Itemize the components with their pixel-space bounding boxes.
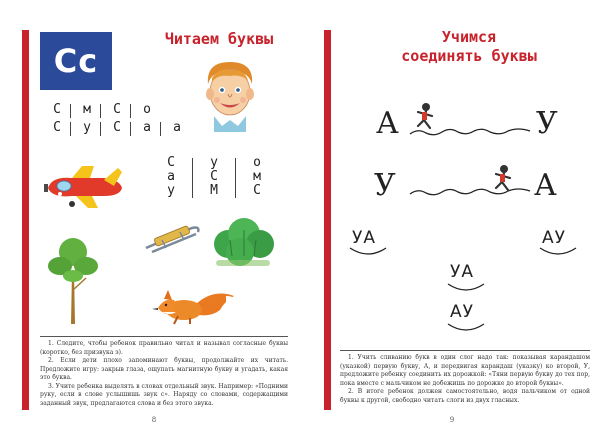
letter-cell: о [143, 102, 151, 117]
syllable: АУ [542, 228, 566, 248]
grid-letter: у [210, 155, 218, 170]
syllable-arc [446, 282, 486, 292]
pair-1-right-letter: У [536, 106, 558, 141]
left-page-title: Читаем буквы [164, 30, 274, 48]
grid-letter: С [253, 183, 261, 198]
instruction-paragraph: 2. В итоге ребенок должен самостоятельно, водя пальчиком от одной буквы к другой, свободно читать слоги из двух гласных. [340, 388, 590, 404]
boy-face-icon [200, 56, 260, 132]
letter-cell: С [113, 102, 121, 117]
bush-icon [210, 210, 276, 270]
right-divider [340, 350, 590, 351]
sled-icon [142, 218, 202, 256]
right-page-title [344, 28, 594, 66]
letter-cell: С [113, 120, 121, 135]
instruction-paragraph: 1. Следите, чтобы ребенок правильно читал и называл согласные буквы (коротко, без призвука э). [40, 340, 288, 356]
letter-row-1 [44, 102, 160, 118]
letter-cell: у [83, 120, 91, 135]
grid-column [154, 156, 188, 198]
right-page [304, 6, 596, 426]
left-page [4, 6, 296, 426]
grid-letter: м [253, 169, 261, 184]
pair-2-right-letter: А [534, 168, 557, 203]
title-line: Учимся [441, 28, 497, 46]
letter-box: Сс [40, 32, 112, 90]
page-number: 8 [151, 416, 157, 424]
grid-column [197, 156, 231, 198]
title-line: соединять буквы [401, 47, 537, 65]
grid-letter: о [253, 155, 261, 170]
grid-letter: М [210, 183, 218, 198]
airplane-icon [42, 164, 126, 210]
grid-column [240, 156, 274, 198]
syllable-arc [538, 246, 578, 256]
syllable-arc [348, 246, 388, 256]
instruction-paragraph: 1. Учить сливанию букв в один слог надо так: показывая карандашом (указкой) первую букву, А, и передвигая карандаш (указку) ко второй, У, предложите ребенку соединить их дорожкой: «Тяни первую букву до тех пор, пока вместе с мальчиком не добежишь по дорожке до второй буквы». [340, 354, 590, 387]
letter-cell: С [53, 102, 61, 117]
left-red-bar [22, 30, 29, 410]
syllable: УА [352, 228, 376, 248]
wavy-path [408, 124, 534, 138]
instruction-paragraph: 2. Если дети плохо запоминают буквы, продолжайте их читать. Предложите игру: закрыв глаза, ощупать магнитную букву и угадать, какая это буква. [40, 357, 288, 381]
right-red-bar [324, 30, 331, 410]
grid-letter: а [167, 169, 175, 184]
tree-icon [44, 232, 102, 326]
letter-cell: а [173, 120, 181, 135]
syllable-arc [446, 322, 486, 332]
letter-grid [154, 156, 274, 198]
right-instructions [340, 354, 590, 405]
letter-cell: С [53, 120, 61, 135]
syllable: АУ [450, 302, 474, 322]
grid-letter: С [167, 155, 175, 170]
grid-letter: у [167, 183, 175, 198]
page-number: 9 [449, 416, 455, 424]
fox-icon [150, 282, 240, 326]
pair-1-left-letter: А [376, 106, 399, 141]
left-instructions [40, 340, 288, 408]
letter-cell: м [83, 102, 91, 117]
letter-cell: а [143, 120, 151, 135]
running-boy-icon [490, 164, 516, 194]
syllable: УА [450, 262, 474, 282]
left-divider [40, 336, 288, 337]
letter-row-2 [44, 120, 190, 136]
instruction-paragraph: 3. Учите ребенка выделять в словах отдельный звук. Например: «Подними руку, если в слове услышишь звук с». Наряду со словами, содержащими заданный звук, предлагаются слова и без этого звука. [40, 382, 288, 407]
grid-letter: С [210, 169, 218, 184]
pair-2-left-letter: У [374, 168, 396, 203]
